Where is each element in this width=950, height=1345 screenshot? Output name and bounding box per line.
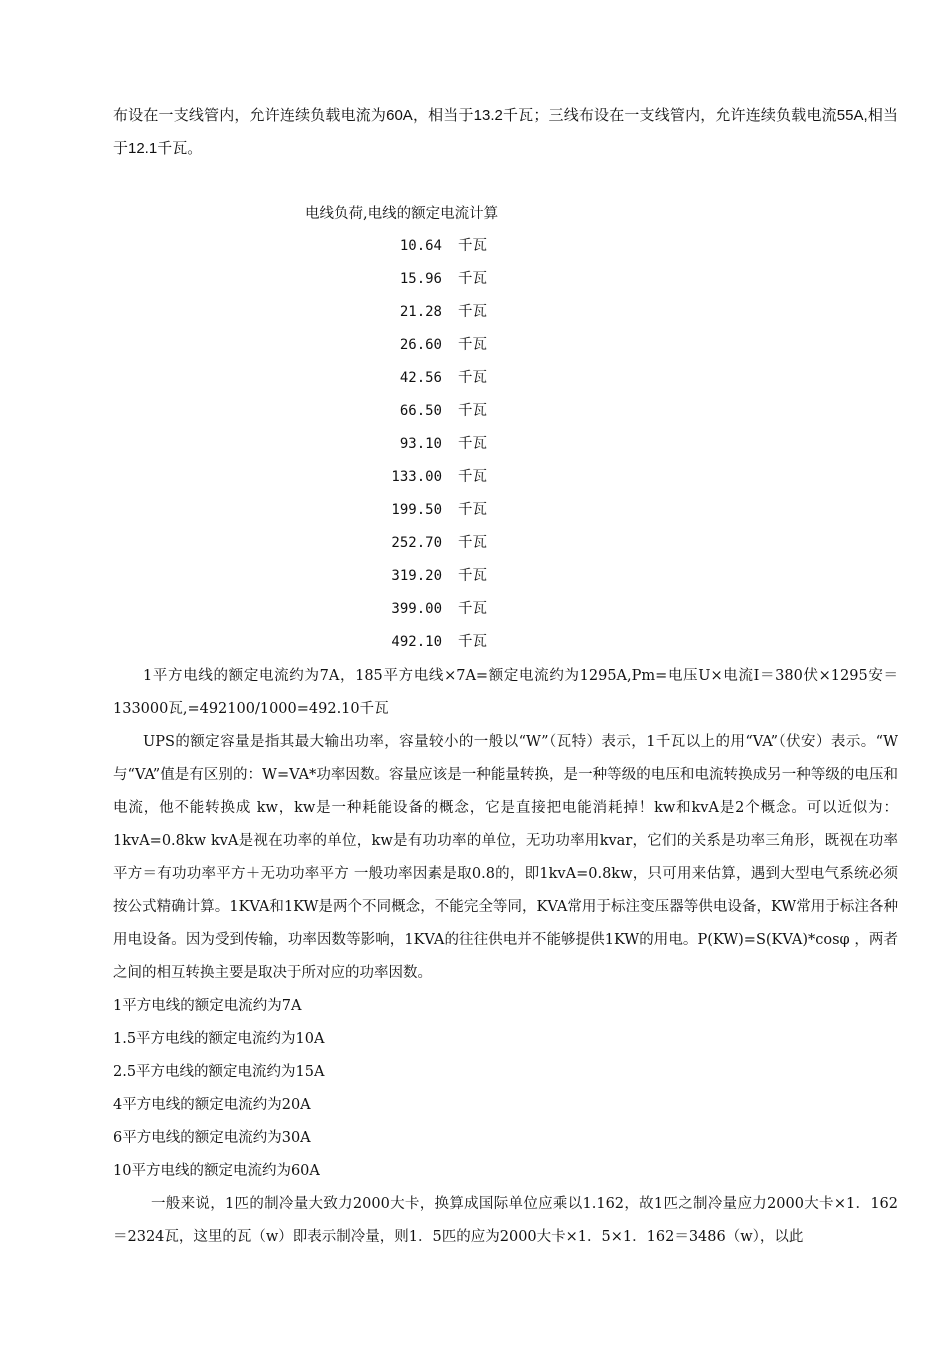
row-value: 15.96 xyxy=(399,271,442,287)
row-value: 42.56 xyxy=(399,370,442,386)
list-item: 1.5平方电线的额定电流约为10A xyxy=(113,1031,325,1047)
row-unit: 千瓦 xyxy=(458,370,487,386)
intro-paragraph: 布设在一支线管内，允许连续负载电流为60A，相当于13.2千瓦；三线布设在一支线管内，允许连续负载电流55A,相当于12.1千瓦。 xyxy=(113,107,898,157)
row-value: 93.10 xyxy=(399,436,442,452)
row-value: 21.28 xyxy=(399,304,442,320)
list-item: 2.5平方电线的额定电流约为15A xyxy=(113,1064,325,1080)
row-value: 133.00 xyxy=(391,469,442,485)
row-unit: 千瓦 xyxy=(458,304,487,320)
row-unit: 千瓦 xyxy=(458,436,487,452)
table-row xyxy=(360,298,520,326)
row-unit: 千瓦 xyxy=(458,634,487,650)
table-row xyxy=(360,331,520,359)
table-row xyxy=(360,529,520,557)
list-item: 1平方电线的额定电流约为7A xyxy=(113,998,302,1014)
row-unit: 千瓦 xyxy=(458,469,487,485)
table-row xyxy=(360,496,520,524)
row-value: 492.10 xyxy=(391,634,442,650)
closing-paragraph: 一般来说，1匹的制冷量大致力2000大卡，换算成国际单位应乘以1.162，故1匹之制冷量应力2000大卡×1．162＝2324瓦，这里的瓦（w）即表示制冷量，则1．5匹的应为2000大卡×1．5×1．162＝3486（w），以此 xyxy=(113,1196,898,1245)
row-value: 199.50 xyxy=(391,502,442,518)
table-title: 电线负荷,电线的额定电流计算 xyxy=(305,206,499,222)
row-unit: 千瓦 xyxy=(458,337,487,353)
row-value: 399.00 xyxy=(391,601,442,617)
row-unit: 千瓦 xyxy=(458,568,487,584)
table-row xyxy=(360,562,520,590)
calculation-paragraph: 1平方电线的额定电流约为7A，185平方电线×7A=额定电流约为1295A,Pm=电压U×电流I＝380伏×1295安＝133000瓦,=492100/1000=492.10千瓦 xyxy=(113,668,898,717)
row-unit: 千瓦 xyxy=(458,601,487,617)
table-row xyxy=(360,364,520,392)
row-unit: 千瓦 xyxy=(458,271,487,287)
row-unit: 千瓦 xyxy=(458,535,487,551)
row-value: 26.60 xyxy=(399,337,442,353)
row-value: 66.50 xyxy=(399,403,442,419)
table-row xyxy=(360,430,520,458)
table-row xyxy=(360,397,520,425)
row-value: 319.20 xyxy=(391,568,442,584)
ups-paragraph: UPS的额定容量是指其最大输出功率，容量较小的一般以“W”（瓦特）表示，1千瓦以上的用“VA”（伏安）表示。“W与“VA”值是有区别的：W=VA*功率因数。容量应该是一种能量转换，是一种等级的电压和电流转换成另一种等级的电压和电流，他不能转换成 kw，kw是一种耗能设备的概念，它是直接把电能消耗掉！kw和kvA是2个概念。可以近似为：1kvA=0.8kw kvA是视在功率的单位，kw是有功功率的单位，无功功率用kvar，它们的关系是功率三角形，既视在功率平方＝有功功率平方＋无功功率平方 一般功率因素是取0.8的，即1kvA=0.8kw，只可用来估算，遇到大型电气系统必须按公式精确计算。1KVA和1KW是两个不同概念，不能完全等同，KVA常用于标注变压器等供电设备，KW常用于标注各种用电设备。因为受到传输，功率因数等影响，1KVA的往往供电并不能够提供1KW的用电。P(KW)=S(KVA)*cosφ ，两者之间的相互转换主要是取决于所对应的功率因数。 xyxy=(113,734,898,981)
table-row xyxy=(360,628,520,656)
table-row xyxy=(360,265,520,293)
table-row xyxy=(360,595,520,623)
table-row xyxy=(360,232,520,260)
row-value: 252.70 xyxy=(391,535,442,551)
table-row xyxy=(360,463,520,491)
row-unit: 千瓦 xyxy=(458,502,487,518)
list-item: 4平方电线的额定电流约为20A xyxy=(113,1097,311,1113)
list-item: 6平方电线的额定电流约为30A xyxy=(113,1130,311,1146)
row-unit: 千瓦 xyxy=(458,238,487,254)
row-value: 10.64 xyxy=(399,238,442,254)
list-item: 10平方电线的额定电流约为60A xyxy=(113,1163,320,1179)
row-unit: 千瓦 xyxy=(458,403,487,419)
